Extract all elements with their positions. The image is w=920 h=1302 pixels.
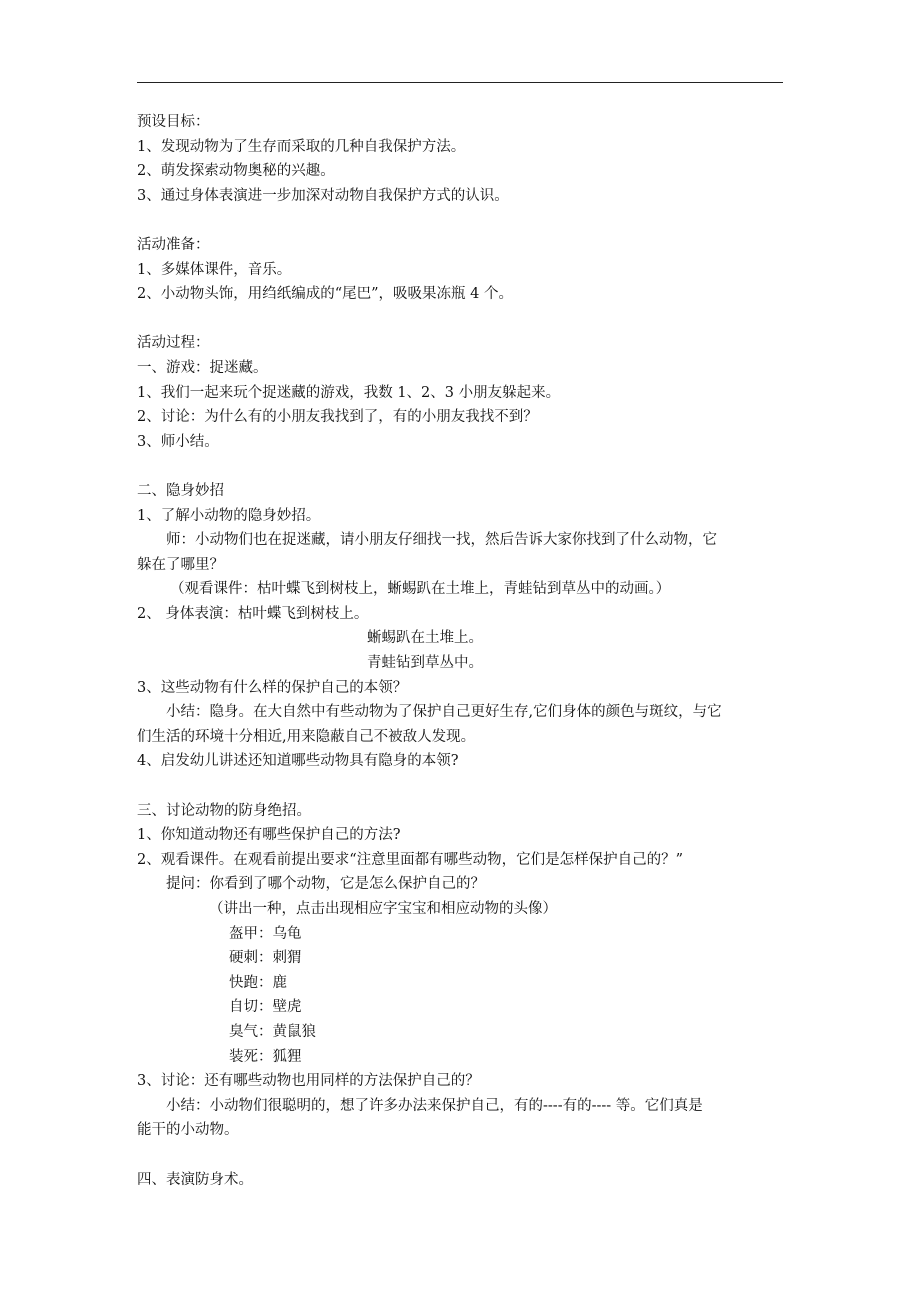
part2-title: 二、隐身妙招 xyxy=(137,482,224,499)
teacher-line: 师：小动物们也在捉迷藏，请小朋友仔细找一找，然后告诉大家你找到了什么动物，它 xyxy=(166,532,717,549)
defense-pair: 自切：壁虎 xyxy=(229,999,302,1016)
header-rule xyxy=(137,82,783,83)
goal-item: 3、通过身体表演进一步加深对动物自我保护方式的认识。 xyxy=(137,187,509,204)
document-body xyxy=(137,110,787,1192)
part1-item: 3、师小结。 xyxy=(137,433,219,450)
part2-item: 1、了解小动物的隐身妙招。 xyxy=(137,507,321,524)
defense-pair: 装死：狐狸 xyxy=(229,1048,302,1065)
part2-item: 2、 身体表演：枯叶蝶飞到树枝上。 xyxy=(137,605,369,622)
summary-line: 小结：小动物们很聪明的，想了许多办法来保护自己，有的----有的---- 等。它们真是 xyxy=(166,1097,703,1114)
teacher-line-cont: 躲在了哪里？ xyxy=(137,556,224,573)
part2-item: 4、启发幼儿讲述还知道哪些动物具有隐身的本领? xyxy=(137,753,459,770)
perform-line: 蜥蜴趴在土堆上。 xyxy=(367,630,483,647)
goal-item: 1、发现动物为了生存而采取的几种自我保护方法。 xyxy=(137,138,466,155)
process-section xyxy=(137,331,787,1192)
prep-item: 1、多媒体课件，音乐。 xyxy=(137,261,292,278)
part4-title: 四、表演防身术。 xyxy=(137,1171,253,1188)
part3-item: 2、观看课件。在观看前提出要求“注意里面都有哪些动物，它们是怎样保护自己的？” xyxy=(137,851,684,868)
note-line: （讲出一种，点击出现相应字宝宝和相应动物的头像） xyxy=(209,901,557,917)
courseware-note: （观看课件：枯叶蝶飞到树枝上，蜥蜴趴在土堆上，青蛙钻到草丛中的动画。） xyxy=(170,581,671,598)
part3-title: 三、讨论动物的防身绝招。 xyxy=(137,802,311,819)
prep-item: 2、小动物头饰，用绉纸编成的“尾巴”，吸吸果冻瓶 4 个。 xyxy=(137,286,513,303)
question-line: 提问：你看到了哪个动物，它是怎么保护自己的？ xyxy=(166,876,485,893)
process-heading: 活动过程： xyxy=(137,335,210,352)
goal-item: 2、萌发探索动物奥秘的兴趣。 xyxy=(137,163,335,180)
part2-item: 3、这些动物有什么样的保护自己的本领？ xyxy=(137,679,408,696)
defense-pair: 盔甲：乌龟 xyxy=(229,925,302,942)
defense-pair: 臭气：黄鼠狼 xyxy=(229,1023,316,1040)
defense-pair: 快跑：鹿 xyxy=(229,974,287,991)
prep-heading: 活动准备： xyxy=(137,236,210,253)
summary-line-cont: 们生活的环境十分相近,用来隐蔽自己不被敌人发现。 xyxy=(137,728,476,745)
part3-item: 1、你知道动物还有哪些保护自己的方法? xyxy=(137,827,401,844)
summary-line: 小结：隐身。在大自然中有些动物为了保护自己更好生存,它们身体的颜色与斑纹，与它 xyxy=(166,704,722,721)
part1-item: 1、我们一起来玩个捉迷藏的游戏，我数 1、2、3 小朋友躲起来。 xyxy=(137,384,561,401)
goals-section xyxy=(137,110,787,208)
part1-title: 一、游戏：捉迷藏。 xyxy=(137,359,268,376)
summary-line-cont: 能干的小动物。 xyxy=(137,1122,239,1139)
part1-item: 2、讨论：为什么有的小朋友我找到了，有的小朋友我找不到？ xyxy=(137,409,538,426)
defense-pair: 硬刺：刺猬 xyxy=(229,950,302,967)
goals-heading: 预设目标： xyxy=(137,114,210,130)
prep-section xyxy=(137,233,787,307)
part3-item: 3、讨论：还有哪些动物也用同样的方法保护自己的？ xyxy=(137,1073,480,1090)
perform-line: 青蛙钻到草丛中。 xyxy=(367,655,483,672)
